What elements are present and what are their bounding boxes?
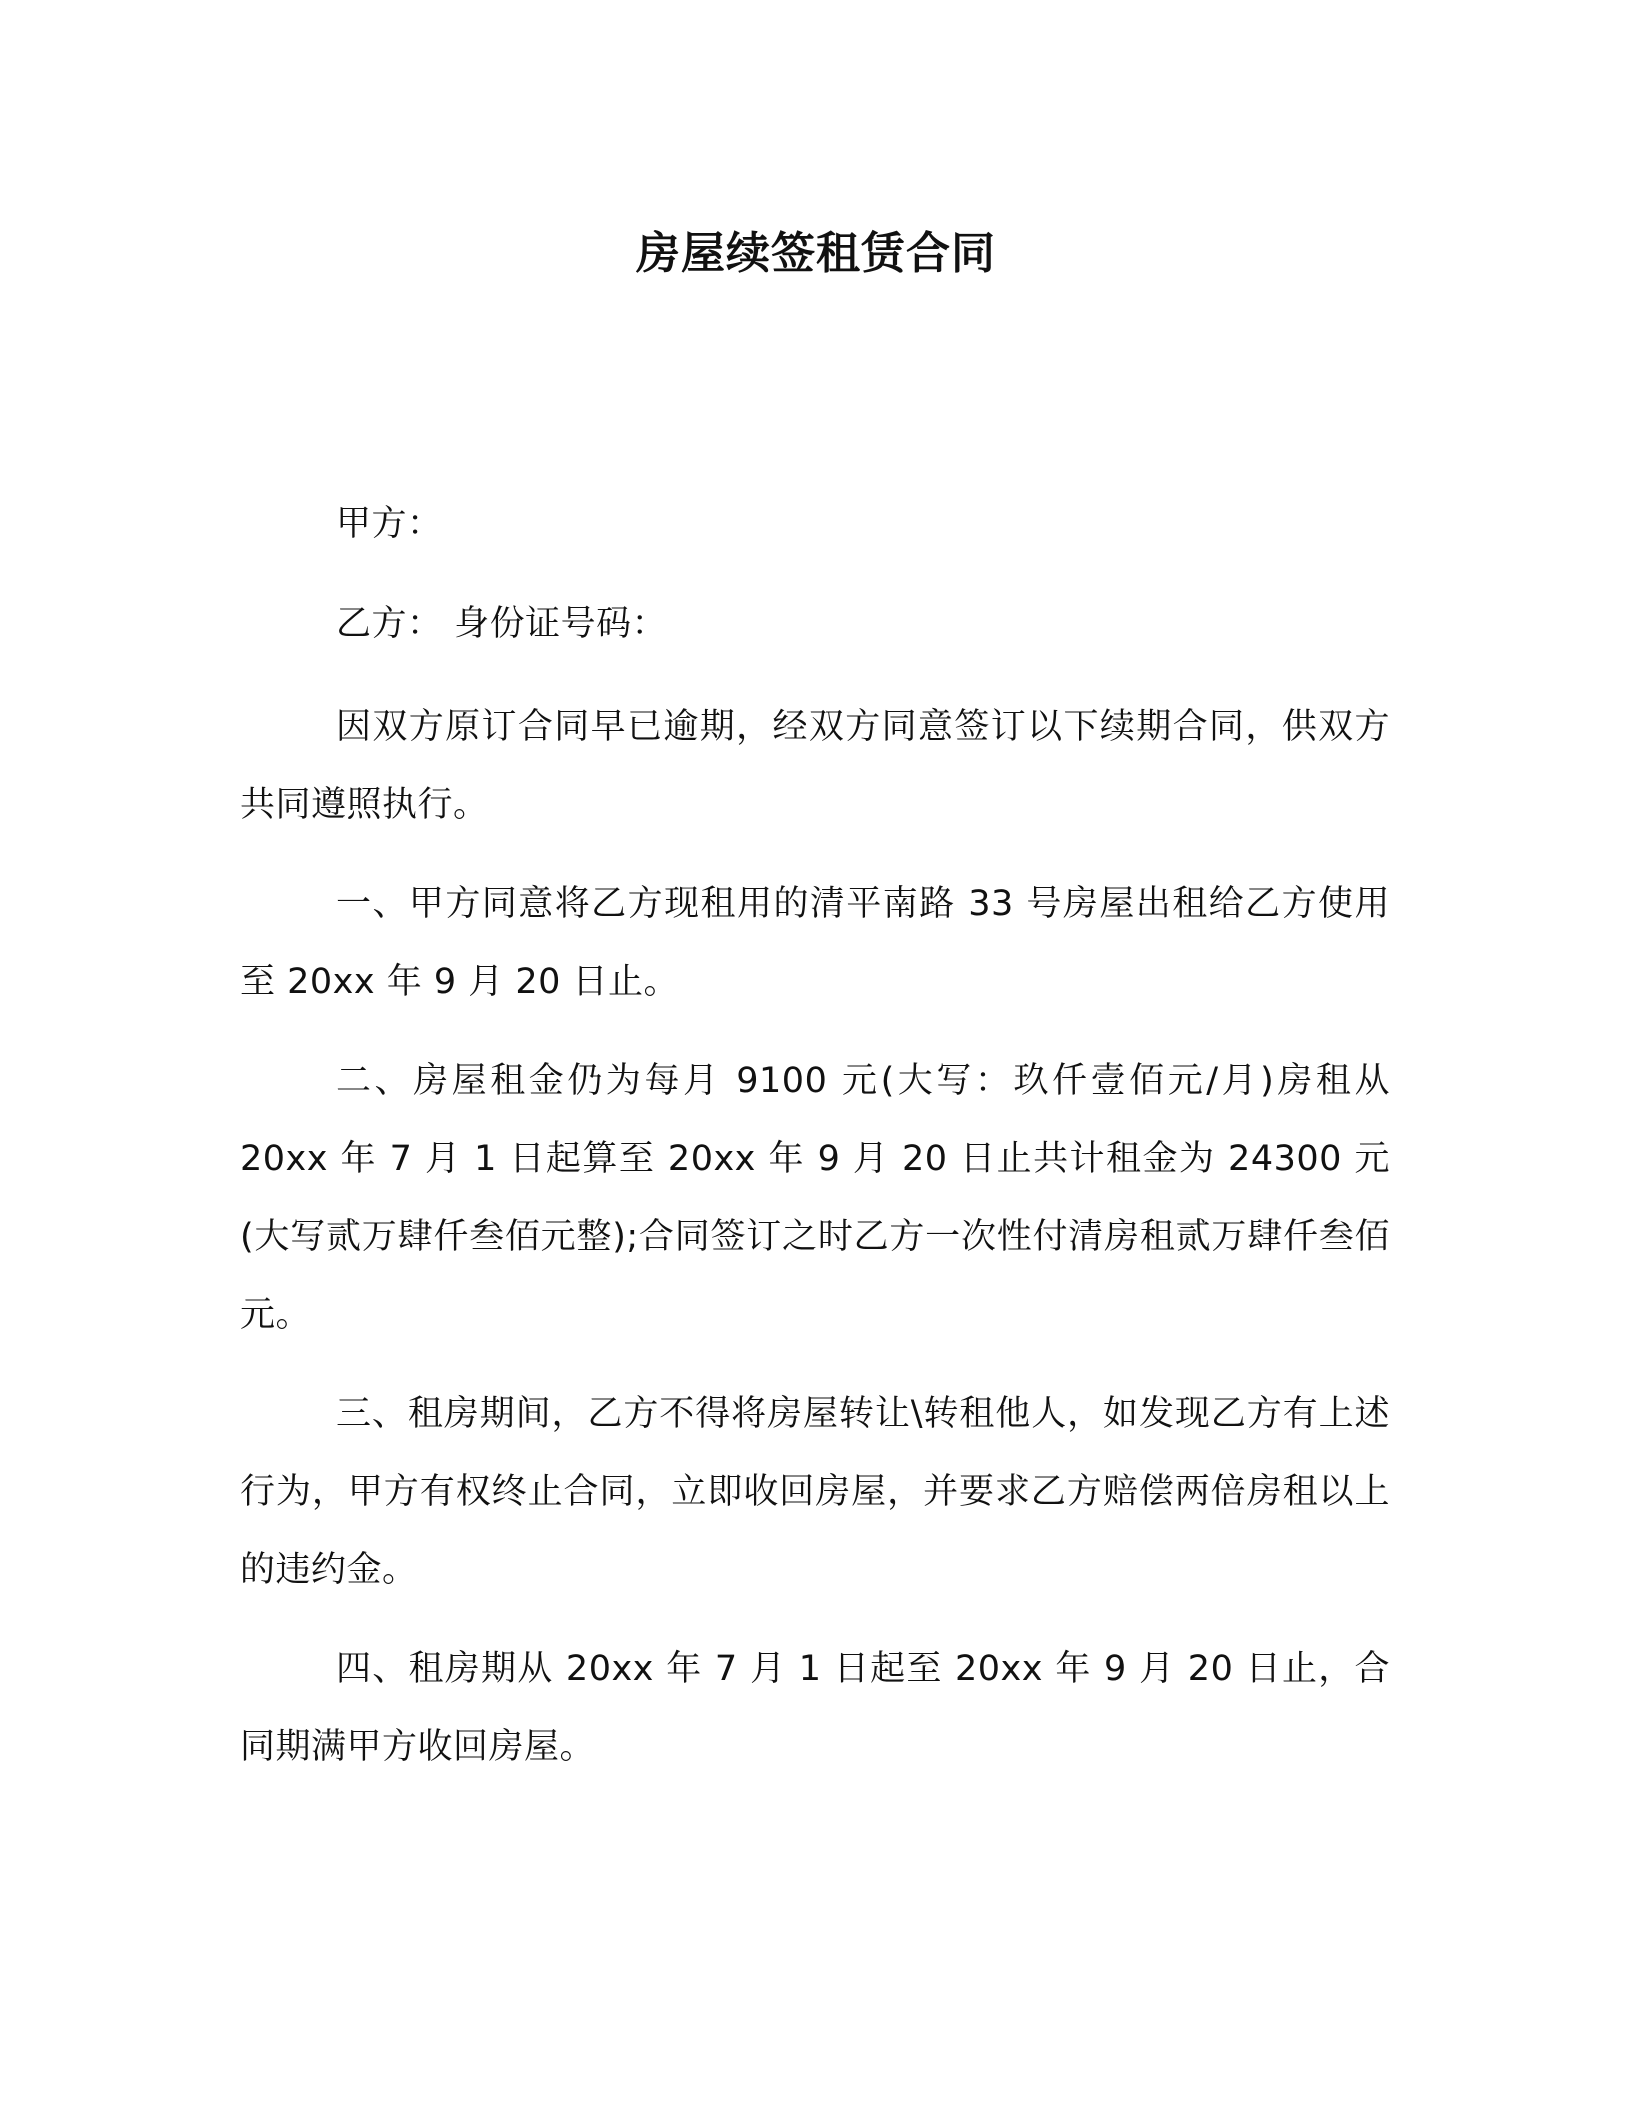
party-a-line: 甲方：: [336, 504, 443, 544]
clause-4: 四、租房期从 20xx 年 7 月 1 日起至 20xx 年 9 月 20 日止，合同期满甲方收回房屋。: [240, 1649, 1390, 1767]
intro-paragraph: 因双方原订合同早已逾期，经双方同意签订以下续期合同，供双方共同遵照执行。: [240, 707, 1390, 825]
document-title: 房屋续签租赁合同: [636, 228, 996, 279]
party-b-line: 乙方： 身份证号码：: [336, 604, 668, 644]
clause-3: 三、租房期间，乙方不得将房屋转让\转租他人，如发现乙方有上述行为，甲方有权终止合同，立即收回房屋，并要求乙方赔偿两倍房租以上的违约金。: [240, 1394, 1390, 1590]
clause-2: 二、房屋租金仍为每月 9100 元(大写：玖仟壹佰元/月)房租从 20xx 年 7 月 1 日起算至 20xx 年 9 月 20 日止共计租金为 24300 元(大写贰万肆仟叁佰元整);合同签订之时乙方一次性付清房租贰万肆仟叁佰元。: [240, 1061, 1390, 1335]
clause-1: 一、甲方同意将乙方现租用的清平南路 33 号房屋出租给乙方使用至 20xx 年 9 月 20 日止。: [240, 884, 1390, 1002]
